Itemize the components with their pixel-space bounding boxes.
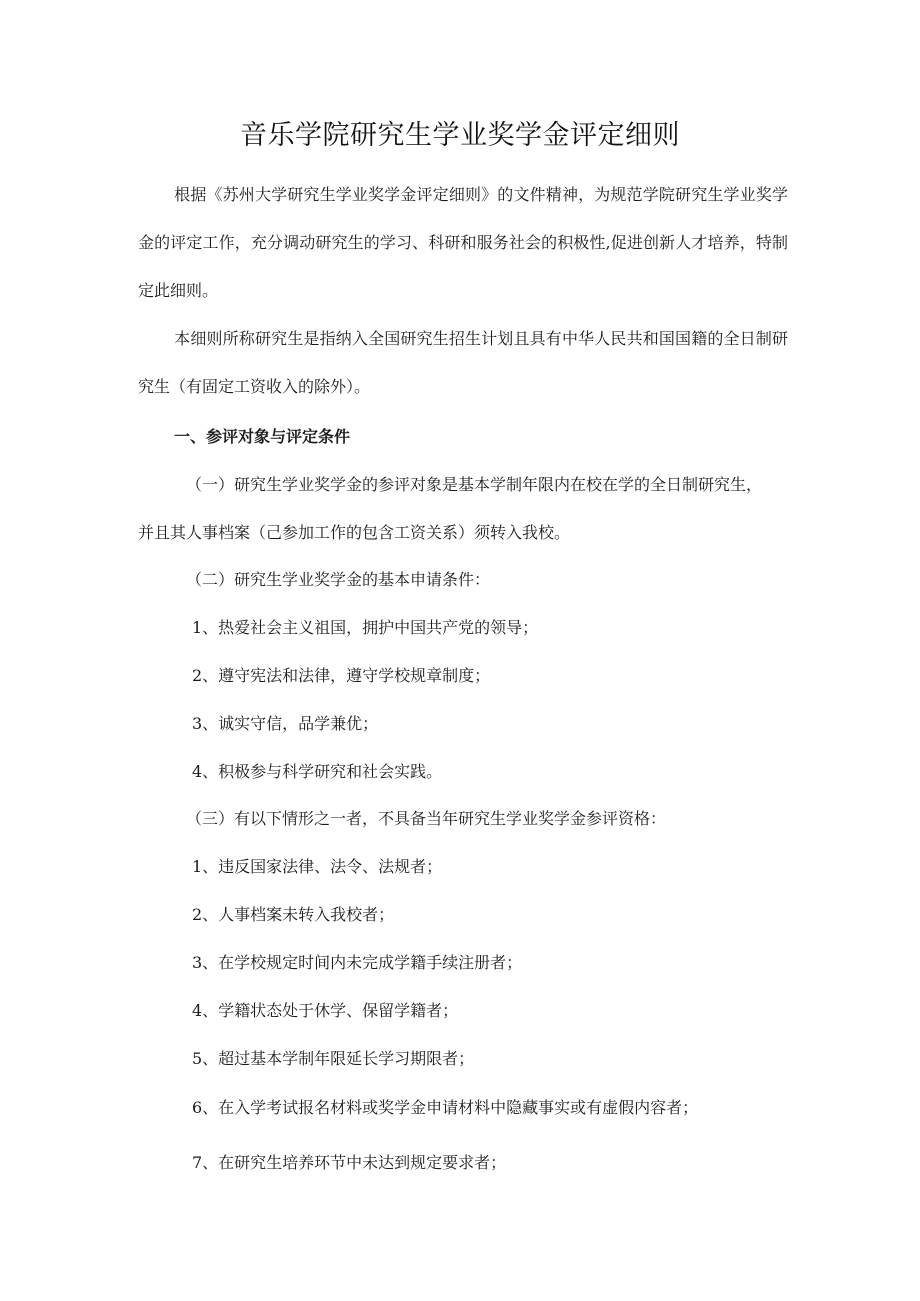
- section-1-heading: 一、参评对象与评定条件: [174, 427, 351, 446]
- disqualification-item: 3、在学校规定时间内未完成学籍手续注册者；: [192, 953, 523, 972]
- disqualification-item: 5、超过基本学制年限延长学习期限者；: [192, 1049, 475, 1068]
- disqualification-item: 4、学籍状态处于休学、保留学籍者；: [192, 1001, 459, 1020]
- disqualification-item: 2、人事档案未转入我校者；: [192, 905, 395, 924]
- clause-1-line-2: 并且其人事档案（己参加工作的包含工资关系）须转入我校。: [138, 523, 571, 542]
- intro-paragraph-1: [138, 171, 788, 315]
- clause-1-line-1: （一）研究生学业奖学金的参评对象是基本学制年限内在校在学的全日制研究生，: [186, 475, 763, 494]
- disqualification-item: 7、在研究生培养环节中未达到规定要求者；: [192, 1153, 507, 1172]
- clause-3: （三）有以下情形之一者，不具备当年研究生学业奖学金参评资格：: [186, 809, 667, 828]
- clause-2: （二）研究生学业奖学金的基本申请条件：: [186, 570, 491, 589]
- basic-condition-item: 1、热爱社会主义祖国，拥护中国共产党的领导；: [192, 618, 539, 637]
- document-title: 音乐学院研究生学业奖学金评定细则: [240, 120, 680, 151]
- basic-condition-item: 3、诚实守信，品学兼优；: [192, 714, 379, 733]
- basic-condition-item: 2、遵守宪法和法律，遵守学校规章制度；: [192, 666, 491, 685]
- intro-paragraph-2-text: 本细则所称研究生是指纳入全国研究生招生计划且具有中华人民共和国国籍的全日制研究生（有固定工资收入的除外）。: [138, 329, 788, 396]
- disqualification-item: 6、在入学考试报名材料或奖学金申请材料中隐藏事实或有虚假内容者；: [192, 1098, 699, 1117]
- intro-paragraph-1-text: 根据《苏州大学研究生学业奖学金评定细则》的文件精神，为规范学院研究生学业奖学金的评定工作，充分调动研究生的学习、科研和服务社会的积极性,促进创新人才培养，特制定此细则。: [138, 185, 788, 300]
- basic-condition-item: 4、积极参与科学研究和社会实践。: [192, 762, 443, 781]
- disqualification-item: 1、违反国家法律、法令、法规者；: [192, 857, 443, 876]
- intro-paragraph-2: [138, 315, 788, 411]
